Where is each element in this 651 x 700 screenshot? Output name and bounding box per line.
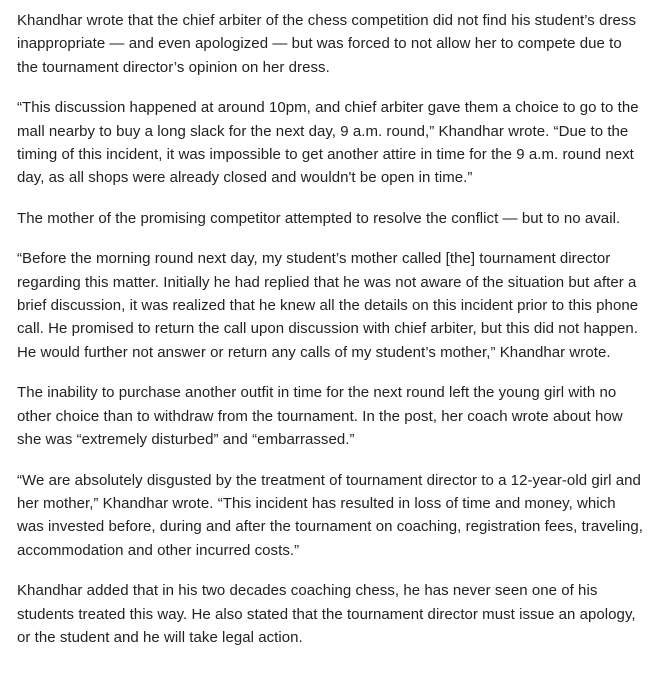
paragraph-discussion-quote: “This discussion happened at around 10pm, and chief arbiter gave them a choice to go to the mall nearby to buy a long slack for the next day, 9 a.m. round,” Khandhar wrote. “Due to the timing of this incident, it was impossible to get another attire in time for the 9 a.m. round next day, as all shops were already closed and wouldn't be open in time.” [17,99,639,187]
paragraph-arbiter-decision: Khandhar wrote that the chief arbiter of the chess competition did not find his student’s dress inappropriate — and even apologized — but was forced to not allow her to compete due to the tournament director’s opinion on her dress. [17,12,636,76]
paragraph-disgusted-quote: “We are absolutely disgusted by the treatment of tournament director to a 12-year-old girl and her mother,” Khandhar wrote. “This incident has resulted in loss of time and money, which was invested before, during and after the tournament on coaching, registration fees, traveling, accommodation and other incurred costs.” [17,471,643,559]
paragraph-mother-attempt: The mother of the promising competitor attempted to resolve the conflict — but to no avail. [17,209,621,227]
paragraph-withdrawal: The inability to purchase another outfit in time for the next round left the young girl with no other choice than to withdraw from the tournament. In the post, her coach wrote about how she was “extremely disturbed” and “embarrassed.” [17,384,623,449]
paragraph-phone-call-quote: “Before the morning round next day, my student’s mother called [the] tournament director regarding this matter. Initially he had replied that he was not aware of the situation but after a brief discussion, it was realized that he knew all the details on this incident prior to this phone call. He promised to return the call upon discussion with chief arbiter, but this did not happen. He would further not answer or return any calls of my student’s mother,” Khandhar wrote. [17,250,639,361]
paragraph-legal-action: Khandhar added that in his two decades coaching chess, he has never seen one of his students treated this way. He also stated that the tournament director must issue an apology, or the student and he will take legal action. [17,582,636,646]
